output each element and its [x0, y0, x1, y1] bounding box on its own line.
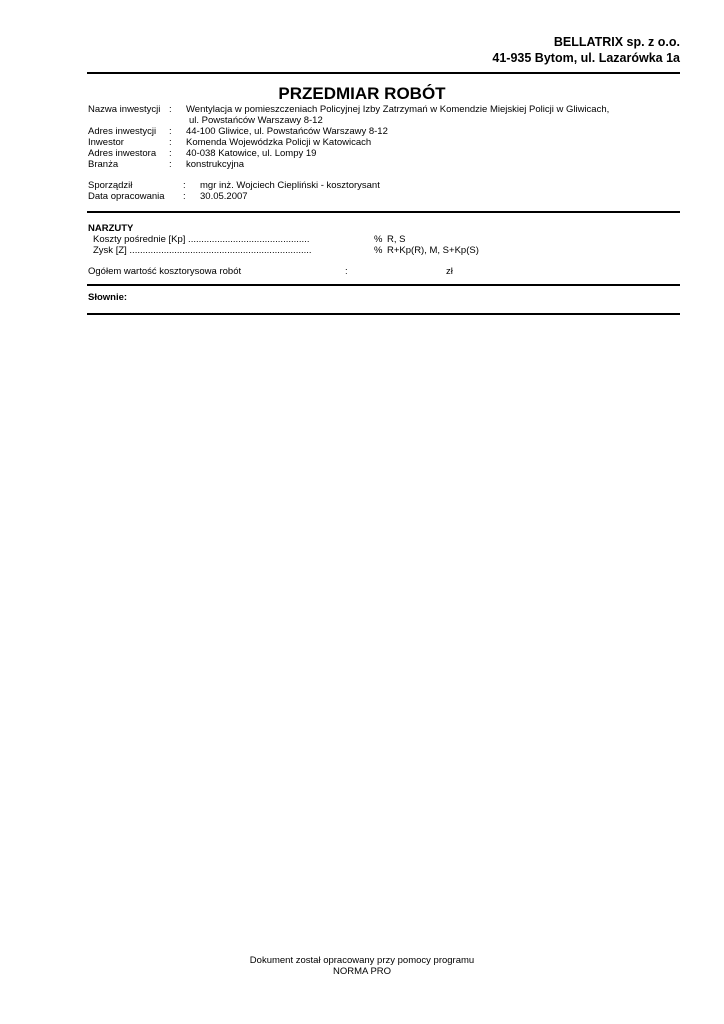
prepared-value: mgr inż. Wojciech Ciepliński - kosztorysant	[200, 180, 380, 191]
date-value: 30.05.2007	[200, 191, 248, 202]
info-colon: :	[169, 148, 172, 159]
total-label: Ogółem wartość kosztorysowa robót	[88, 266, 242, 277]
info-label: Nazwa inwestycji	[88, 104, 161, 115]
footer-program: NORMA PRO	[332, 966, 392, 977]
narzut-percent: %	[374, 234, 383, 245]
footer-line: Dokument został opracowany przy pomocy programu	[249, 955, 475, 966]
narzut-percent: %	[374, 245, 383, 256]
company-address: 41-935 Bytom, ul. Lazarówka 1a	[492, 51, 680, 65]
narzuty-heading: NARZUTY	[88, 223, 134, 234]
date-label: Data opracowania	[88, 191, 165, 202]
header-divider	[87, 72, 680, 74]
prepared-colon: :	[183, 180, 186, 191]
date-colon: :	[183, 191, 186, 202]
section-divider	[87, 211, 680, 213]
narzut-label: Zysk [Z] .....................................................................	[93, 245, 312, 256]
total-colon: :	[345, 266, 348, 277]
page-title: PRZEDMIAR ROBÓT	[278, 84, 446, 103]
total-currency: zł	[446, 266, 453, 277]
narzut-label: Koszty pośrednie [Kp] ..............................................	[93, 234, 310, 245]
info-label: Inwestor	[88, 137, 124, 148]
narzut-base: R+Kp(R), M, S+Kp(S)	[387, 245, 479, 256]
info-value: Wentylacja w pomieszczeniach Policyjnej Izby Zatrzymań w Komendzie Miejskiej Policji w Gliwicach,	[186, 104, 610, 115]
section-divider	[87, 284, 680, 286]
info-value: 40-038 Katowice, ul. Lompy 19	[186, 148, 317, 159]
info-label: Adres inwestora	[88, 148, 157, 159]
prepared-label: Sporządził	[88, 180, 133, 191]
info-label: Branża	[88, 159, 119, 170]
info-colon: :	[169, 104, 172, 115]
info-colon: :	[169, 126, 172, 137]
info-value: konstrukcyjna	[186, 159, 245, 170]
info-value: 44-100 Gliwice, ul. Powstańców Warszawy 8-12	[186, 126, 388, 137]
narzut-base: R, S	[387, 234, 406, 245]
info-colon: :	[169, 137, 172, 148]
info-value-cont: ul. Powstańców Warszawy 8-12	[189, 115, 323, 126]
info-colon: :	[169, 159, 172, 170]
info-value: Komenda Wojewódzka Policji w Katowicach	[186, 137, 372, 148]
info-label: Adres inwestycji	[88, 126, 157, 137]
slownie-label: Słownie:	[88, 292, 128, 303]
company-name: BELLATRIX sp. z o.o.	[553, 35, 680, 49]
section-divider	[87, 313, 680, 315]
